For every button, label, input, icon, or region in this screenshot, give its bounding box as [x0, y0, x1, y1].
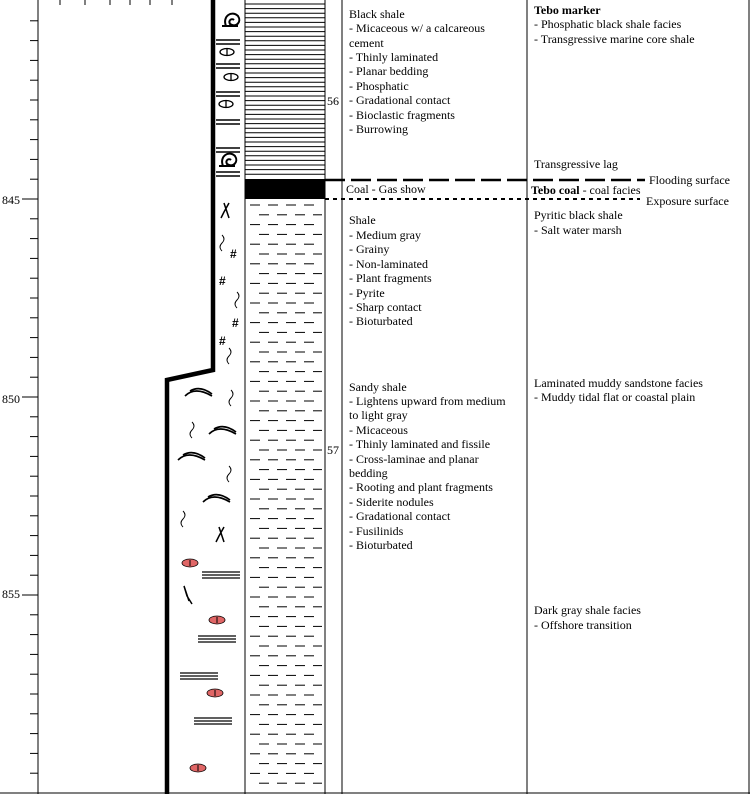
burrow-icon [181, 511, 185, 527]
root-icon [216, 527, 224, 542]
burrow-icon [229, 390, 233, 406]
shale-symbols [178, 203, 240, 724]
ammonoid-icon [222, 14, 239, 26]
ammonoid-icon [219, 154, 236, 166]
lamination-symbol [216, 120, 240, 124]
depth-label-855: 855 [2, 587, 20, 601]
fossil-oval-icon [220, 48, 234, 56]
core-box-number: 57 [327, 443, 339, 457]
planar-bedding-symbol [194, 718, 232, 724]
sandy-shale-description: Sandy shale - Lightens upward from medium to light gray - Micaceous - Thinly laminated and fissile - Cross-laminae and planar bedding - Rooting and plant fragments - Siderite nodules - Gradational contact - Fusilinids - Bioturbated [349, 380, 506, 552]
black-shale-symbols [216, 14, 240, 176]
lamination-symbol [216, 64, 240, 68]
depth-label-850: 850 [2, 392, 20, 406]
coal-description: Coal - Gas show [346, 182, 426, 196]
exposure-surface-label: Exposure surface [646, 194, 729, 208]
burrow-icon [220, 235, 224, 251]
cross-lamination-icon [185, 389, 212, 396]
siderite-nodule-icon [207, 689, 223, 697]
pyrite-icon: # [230, 247, 237, 261]
transgressive-lag-label: Transgressive lag [534, 157, 618, 171]
pyrite-icon: # [219, 274, 226, 288]
depth-axis-ticks [22, 21, 38, 773]
black-shale-lithology [245, 4, 325, 174]
pyrite-icon: # [232, 316, 239, 330]
shale-description: Shale - Medium gray - Grainy - Non-laminated - Plant fragments - Pyrite - Sharp contact - Bioturbated [349, 213, 432, 328]
shale-lithology [250, 205, 322, 783]
cross-lamination-icon [209, 427, 236, 434]
lamination-symbol [216, 40, 240, 44]
planar-bedding-symbol [198, 636, 236, 642]
flooding-surface-label: Flooding surface [649, 173, 730, 187]
top-scale-ticks [60, 0, 172, 5]
planar-bedding-symbol [202, 572, 240, 578]
burrow-icon [227, 348, 231, 364]
tebo-marker-title: Tebo marker [534, 3, 601, 17]
grain-size-profile [167, 0, 213, 794]
burrow-icon [190, 422, 194, 438]
coal-bed [245, 179, 325, 199]
burrow-icon [235, 292, 239, 308]
lamination-symbol [216, 92, 240, 96]
siderite-nodules [182, 559, 225, 772]
lamination-symbol [216, 148, 240, 152]
tebo-marker-items: - Phosphatic black shale facies - Transgressive marine core shale [534, 17, 695, 46]
depth-label-845: 845 [2, 193, 20, 207]
cross-lamination-icon [178, 453, 205, 460]
fossil-oval-icon [219, 100, 233, 108]
dark-gray-shale-interpretation: Dark gray shale facies - Offshore transition [534, 603, 641, 632]
core-box-number: 56 [327, 94, 339, 108]
tebo-coal-label: Tebo coal - coal facies [531, 183, 641, 197]
pyritic-black-shale-interpretation: Pyritic black shale - Salt water marsh [534, 208, 623, 237]
root-icon [184, 586, 192, 604]
planar-bedding-symbol [180, 673, 218, 679]
pyrite-symbols [219, 247, 239, 348]
siderite-nodule-icon [190, 764, 206, 772]
fossil-oval-icon [224, 73, 238, 81]
root-icon [221, 203, 229, 218]
lamination-symbol [216, 172, 240, 176]
burrow-icon [227, 466, 231, 482]
siderite-nodule-icon [182, 559, 198, 567]
siderite-nodule-icon [209, 616, 225, 624]
black-shale-description: Black shale - Micaceous w/ a calcareous cement - Thinly laminated - Planar bedding - Phosphatic - Gradational contact - Bioclastic fragments - Burrowing [349, 7, 485, 136]
laminated-sandstone-interpretation: Laminated muddy sandstone facies - Muddy tidal flat or coastal plain [534, 376, 703, 404]
pyrite-icon: # [219, 334, 226, 348]
cross-lamination-icon [203, 495, 230, 502]
